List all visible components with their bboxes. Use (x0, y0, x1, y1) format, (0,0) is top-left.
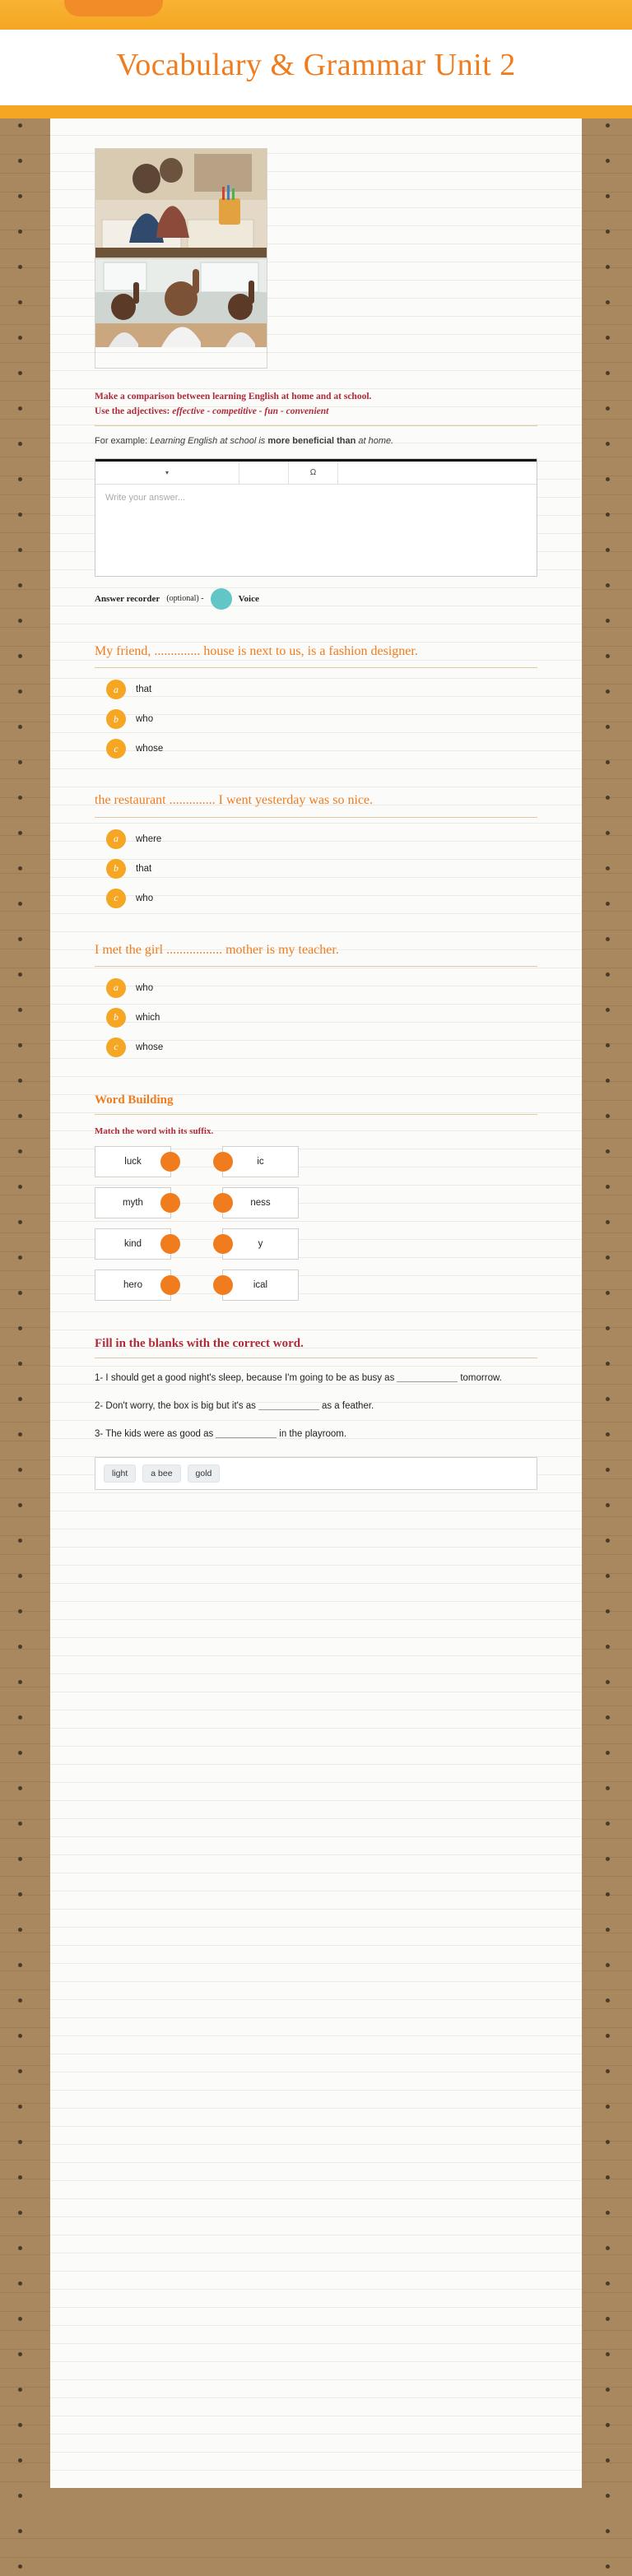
worksheet-sheet (50, 118, 582, 2488)
question-1-option-c[interactable] (95, 739, 537, 759)
option-label: where (136, 833, 162, 844)
option-letter-badge: b (106, 859, 126, 879)
answer-input[interactable]: Write your answer... (95, 484, 537, 576)
match-row (95, 1228, 537, 1260)
item-text-after: tomorrow. (460, 1372, 502, 1383)
match-connector-handle[interactable] (160, 1152, 180, 1172)
question-3 (95, 941, 537, 1057)
item-text-before: The kids were as good as (103, 1429, 214, 1440)
word-bank (95, 1457, 537, 1490)
chevron-down-icon[interactable]: ▾ (165, 468, 169, 476)
word-bank-chip[interactable]: a bee (142, 1464, 180, 1483)
word-bank-chip[interactable]: light (104, 1464, 136, 1483)
example-italic: Learning English at school is (150, 436, 268, 447)
match-left-item[interactable] (95, 1228, 171, 1260)
item-text-before: Don't worry, the box is big but it's as (103, 1401, 256, 1412)
top-pill-decoration (64, 0, 163, 16)
match-right-item[interactable] (222, 1146, 299, 1177)
option-letter-badge: b (106, 709, 126, 729)
question-2-option-b[interactable] (95, 859, 537, 879)
option-letter-badge: a (106, 829, 126, 849)
match-left-item[interactable] (95, 1187, 171, 1218)
match-right-item[interactable] (222, 1187, 299, 1218)
word-building-instruction: Match the word with its suffix. (95, 1126, 214, 1136)
word-building-section (95, 1093, 537, 1301)
fill-blanks-item-1 (95, 1370, 537, 1386)
option-letter-badge: a (106, 680, 126, 699)
match-right-label: ic (257, 1156, 264, 1167)
answer-editor[interactable] (95, 458, 537, 577)
fill-blanks-item-3 (95, 1426, 537, 1442)
option-letter-badge: c (106, 739, 126, 759)
comparison-prompt (95, 390, 537, 420)
adjectives-label: Use the adjectives: (95, 406, 170, 416)
match-left-item[interactable] (95, 1269, 171, 1301)
question-2-text: the restaurant .............. I went yesterday was so nice. (95, 793, 374, 808)
match-connector-handle[interactable] (160, 1234, 180, 1254)
match-left-label: myth (123, 1197, 143, 1208)
question-1-divider (95, 667, 537, 668)
toolbar-group-2[interactable] (239, 462, 289, 484)
example-bold: more beneficial than (267, 436, 356, 447)
sheet-bottom-space (95, 1490, 537, 1515)
fill-blanks-section (95, 1337, 537, 1490)
question-2-divider (95, 817, 537, 818)
match-right-label: ical (253, 1279, 268, 1290)
title-band (0, 30, 632, 110)
option-letter-badge: a (106, 978, 126, 998)
title-accent-bar (0, 110, 632, 118)
option-label: who (136, 893, 154, 903)
blank-input[interactable] (258, 1399, 319, 1410)
question-3-text: I met the girl ................. mother is my teacher. (95, 942, 339, 957)
question-1-text: My friend, .............. house is next to us, is a fashion designer. (95, 643, 418, 658)
item-text-before: I should get a good night's sleep, because I'm going to be as busy as (103, 1372, 395, 1383)
fill-blanks-item-2 (95, 1398, 537, 1414)
comparison-example (95, 434, 537, 448)
match-connector-handle[interactable] (160, 1193, 180, 1213)
recorder-label: Answer recorder (95, 593, 160, 604)
item-number: 3- (95, 1429, 104, 1440)
match-left-label: luck (124, 1156, 142, 1167)
photo-students-raising-hands (95, 258, 267, 369)
question-1-option-a[interactable] (95, 680, 537, 699)
binder-dots-right (606, 123, 614, 2576)
item-text-after: as a feather. (321, 1401, 374, 1412)
question-3-option-b[interactable] (95, 1008, 537, 1028)
match-connector-handle[interactable] (160, 1275, 180, 1295)
option-label: who (136, 714, 154, 725)
option-label: whose (136, 1042, 164, 1052)
question-1-option-b[interactable] (95, 709, 537, 729)
blank-input[interactable] (397, 1372, 458, 1382)
page-title: Vocabulary & Grammar Unit 2 (116, 48, 516, 82)
option-letter-badge: c (106, 1037, 126, 1057)
question-3-divider (95, 966, 537, 967)
question-2 (95, 791, 537, 907)
match-right-label: y (258, 1238, 263, 1249)
word-bank-chip[interactable]: gold (188, 1464, 221, 1483)
voice-label: Voice (238, 593, 259, 604)
match-right-label: ness (250, 1197, 271, 1208)
special-character-button[interactable]: Ω (289, 462, 338, 484)
image-block (95, 148, 267, 369)
microphone-record-button[interactable] (211, 588, 232, 610)
match-right-item[interactable] (222, 1269, 299, 1301)
blank-input[interactable] (216, 1427, 276, 1438)
option-letter-badge: b (106, 1008, 126, 1028)
prompt-divider (95, 425, 537, 426)
font-select[interactable] (95, 462, 239, 484)
fill-blanks-heading: Fill in the blanks with the correct word. (95, 1336, 304, 1350)
option-label: that (136, 863, 152, 874)
item-text-after: in the playroom. (279, 1429, 347, 1440)
option-label: whose (136, 744, 164, 754)
example-tail: at home. (356, 436, 394, 447)
adjectives-list: effective - competitive - fun - convenient (172, 406, 329, 416)
question-1 (95, 643, 537, 759)
comparison-prompt-line1: Make a comparison between learning English at home and at school. (95, 391, 372, 401)
binder-dots-left (18, 123, 26, 2576)
match-left-label: hero (123, 1279, 143, 1290)
page-bottom-strip (0, 2488, 632, 2524)
top-orange-bar (0, 0, 632, 30)
question-3-option-c[interactable] (95, 1037, 537, 1057)
option-label: that (136, 685, 152, 695)
option-label: who (136, 982, 154, 993)
word-building-heading: Word Building (95, 1093, 174, 1107)
question-2-option-c[interactable] (95, 889, 537, 908)
answer-recorder-row (95, 588, 537, 610)
question-2-option-a[interactable] (95, 829, 537, 849)
comparison-prompt-line2 (95, 405, 537, 420)
option-label: which (136, 1012, 160, 1023)
example-prefix: For example: (95, 436, 151, 447)
match-row (95, 1146, 537, 1177)
option-letter-badge: c (106, 889, 126, 908)
match-connector-handle[interactable] (213, 1234, 233, 1254)
photo-parent-helping-child (95, 148, 267, 258)
item-number: 1- (95, 1372, 104, 1383)
item-number: 2- (95, 1401, 104, 1412)
match-row (95, 1269, 537, 1301)
recorder-optional-note: (optional) - (166, 594, 204, 604)
question-3-option-a[interactable] (95, 978, 537, 998)
match-connector-handle[interactable] (213, 1193, 233, 1213)
match-connector-handle[interactable] (213, 1152, 233, 1172)
match-left-label: kind (123, 1238, 142, 1249)
editor-toolbar[interactable] (95, 459, 537, 484)
match-connector-handle[interactable] (213, 1275, 233, 1295)
match-right-item[interactable] (222, 1228, 299, 1260)
match-row (95, 1187, 537, 1218)
word-building-divider (95, 1114, 537, 1115)
match-left-item[interactable] (95, 1146, 171, 1177)
